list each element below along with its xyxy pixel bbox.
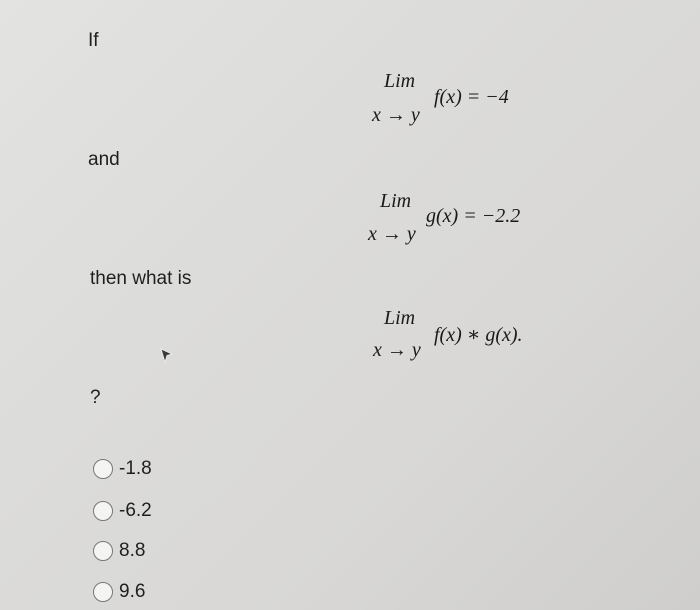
radio-button[interactable] <box>93 459 113 479</box>
limit-1-expression: f(x) = −4 <box>434 86 509 108</box>
radio-button[interactable] <box>93 582 113 602</box>
limit-2-expression: g(x) = −2.2 <box>426 205 521 227</box>
intro-text: If <box>88 30 99 51</box>
question-mark: ? <box>90 387 101 408</box>
limit-1-subscript: x → y <box>372 104 420 126</box>
limit-2-word: Lim <box>380 190 412 212</box>
then-text: then what is <box>90 268 192 289</box>
limit-1-word: Lim <box>384 70 416 92</box>
mouse-cursor-icon <box>160 348 174 364</box>
limit-3-subscript: x → y <box>373 339 421 361</box>
option-4-label: 9.6 <box>119 581 146 602</box>
option-4[interactable] <box>93 580 145 604</box>
option-3-label: 8.8 <box>119 540 146 561</box>
and-text: and <box>88 149 120 170</box>
limit-3-expression: f(x) ∗ g(x). <box>434 324 523 346</box>
radio-button[interactable] <box>93 501 113 521</box>
option-2-label: -6.2 <box>119 500 152 521</box>
radio-button[interactable] <box>93 541 113 561</box>
option-3[interactable] <box>93 539 145 563</box>
option-1[interactable] <box>93 457 152 481</box>
option-1-label: -1.8 <box>119 458 152 479</box>
limit-2-subscript: x → y <box>368 223 416 245</box>
option-2[interactable] <box>93 499 152 523</box>
limit-3-word: Lim <box>384 307 416 329</box>
